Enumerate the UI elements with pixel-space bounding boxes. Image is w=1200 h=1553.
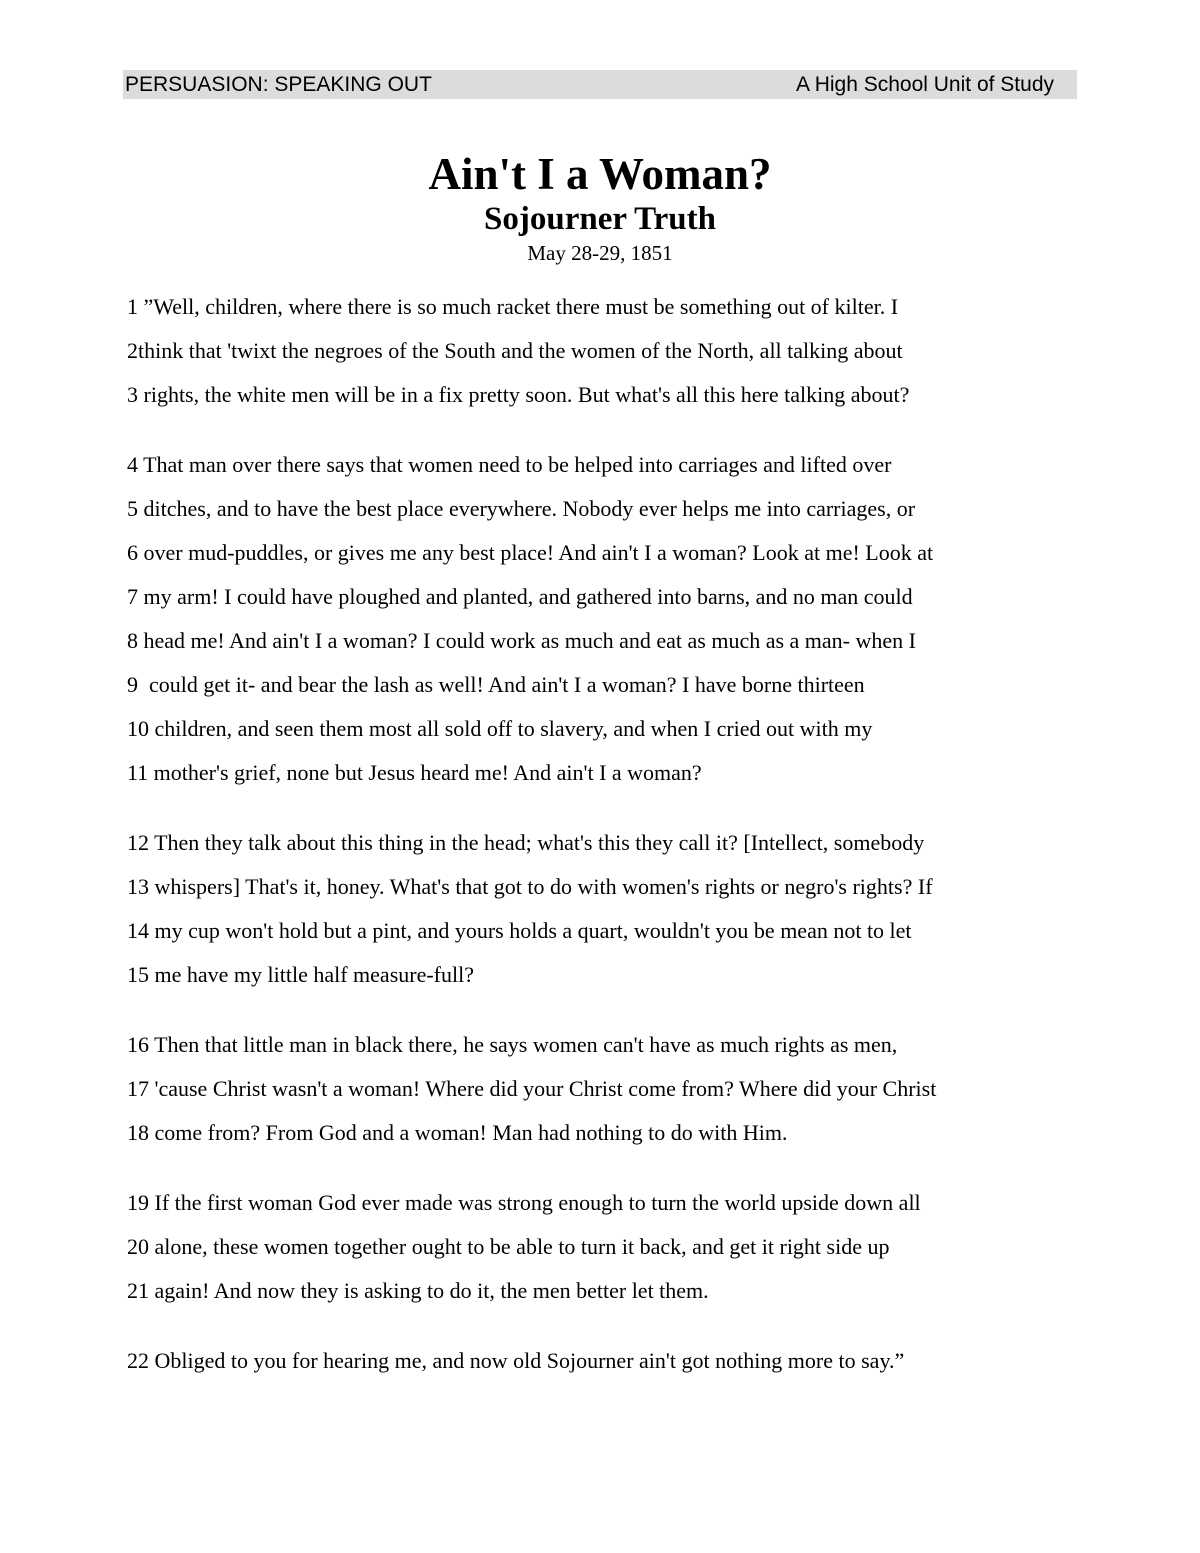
paragraph <box>127 446 1087 798</box>
text-line: 2think that 'twixt the negroes of the South and the women of the North, all talking about <box>127 338 903 363</box>
text-line: 1 ”Well, children, where there is so much racket there must be something out of kilter. I <box>127 294 899 319</box>
paragraph <box>127 288 1087 420</box>
speech-body <box>127 288 1087 1412</box>
text-line: 3 rights, the white men will be in a fix pretty soon. But what's all this here talking about? <box>127 382 910 407</box>
text-line: 14 my cup won't hold but a pint, and yours holds a quart, wouldn't you be mean not to let <box>127 918 912 943</box>
running-header <box>123 70 1077 99</box>
text-line: 19 If the first woman God ever made was strong enough to turn the world upside down all <box>127 1190 921 1215</box>
text-line: 21 again! And now they is asking to do it, the men better let them. <box>127 1278 709 1303</box>
paragraph <box>127 1342 1087 1386</box>
text-line: 16 Then that little man in black there, he says women can't have as much rights as men, <box>127 1032 898 1057</box>
header-unit-title: PERSUASION: SPEAKING OUT <box>125 73 432 96</box>
text-line: 17 'cause Christ wasn't a woman! Where did your Christ come from? Where did your Christ <box>127 1076 937 1101</box>
paragraph <box>127 1184 1087 1316</box>
text-line: 13 whispers] That's it, honey. What's that got to do with women's rights or negro's rights? If <box>127 874 933 899</box>
document-title: Ain't I a Woman? <box>428 149 772 199</box>
text-line: 8 head me! And ain't I a woman? I could work as much and eat as much as a man- when I <box>127 628 916 653</box>
text-line: 5 ditches, and to have the best place everywhere. Nobody ever helps me into carriages, or <box>127 496 916 521</box>
text-line: 15 me have my little half measure-full? <box>127 962 474 987</box>
text-line: 18 come from? From God and a woman! Man had nothing to do with Him. <box>127 1120 788 1145</box>
text-line: 9 could get it- and bear the lash as well! And ain't I a woman? I have borne thirteen <box>127 672 865 697</box>
text-line: 20 alone, these women together ought to be able to turn it back, and get it right side up <box>127 1234 890 1259</box>
text-line: 22 Obliged to you for hearing me, and now old Sojourner ain't got nothing more to say.” <box>127 1348 905 1373</box>
document-date: May 28-29, 1851 <box>527 241 673 265</box>
text-line: 11 mother's grief, none but Jesus heard me! And ain't I a woman? <box>127 760 702 785</box>
text-line: 4 That man over there says that women need to be helped into carriages and lifted over <box>127 452 892 477</box>
text-line: 7 my arm! I could have ploughed and planted, and gathered into barns, and no man could <box>127 584 913 609</box>
document-author: Sojourner Truth <box>484 201 716 237</box>
text-line: 12 Then they talk about this thing in the head; what's this they call it? [Intellect, somebody <box>127 830 925 855</box>
text-line: 10 children, and seen them most all sold off to slavery, and when I cried out with my <box>127 716 873 741</box>
paragraph <box>127 824 1087 1000</box>
header-unit-subtitle: A High School Unit of Study <box>796 73 1054 96</box>
text-line: 6 over mud-puddles, or gives me any best place! And ain't I a woman? Look at me! Look at <box>127 540 934 565</box>
paragraph <box>127 1026 1087 1158</box>
